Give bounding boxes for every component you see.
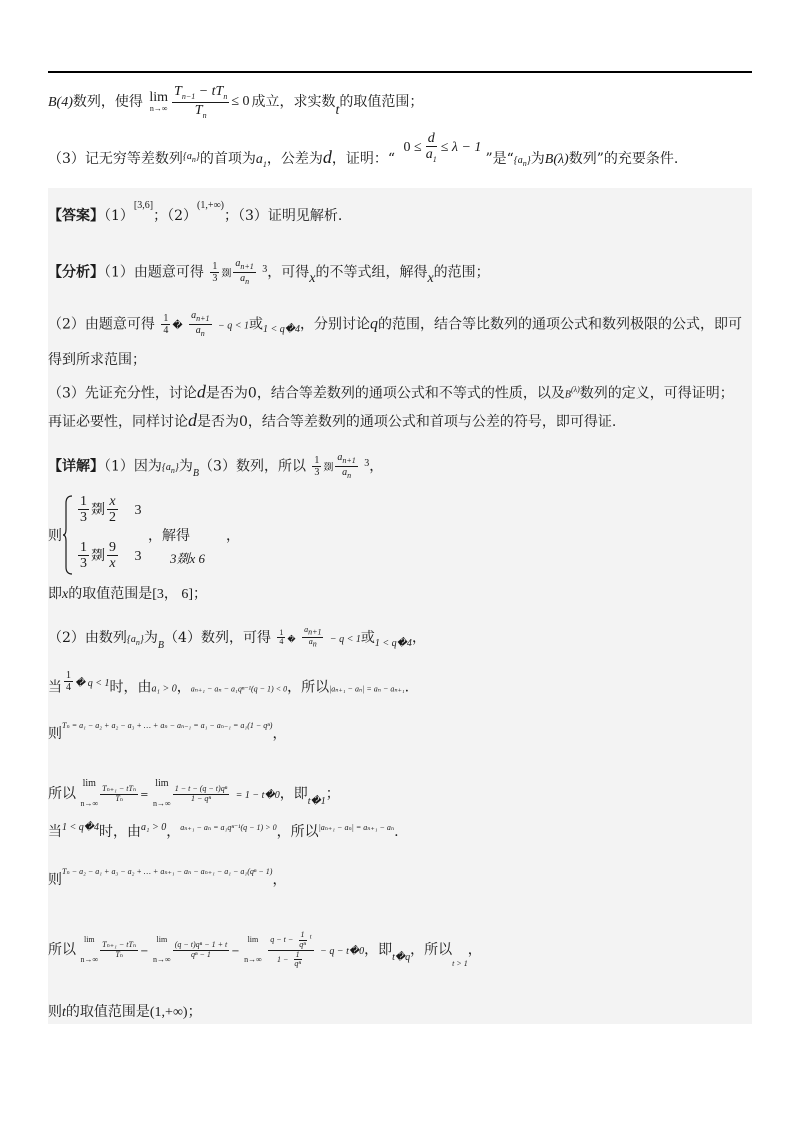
text: 的取值范围； bbox=[339, 94, 424, 111]
an-close: } bbox=[526, 154, 531, 166]
text: ；（3）证明见解析. bbox=[223, 208, 343, 224]
text: ，所以 bbox=[276, 824, 319, 840]
frac bbox=[210, 261, 219, 284]
glyph: 剟 bbox=[221, 268, 232, 280]
t-var: t bbox=[335, 103, 340, 119]
m: − bbox=[231, 946, 240, 957]
lim: lim bbox=[247, 935, 259, 944]
text: （1）因为 bbox=[104, 458, 162, 475]
ad: a bbox=[240, 272, 246, 284]
text: ， bbox=[166, 824, 181, 840]
an-sub: n bbox=[191, 154, 196, 164]
answer-2: (1,+∞) bbox=[197, 200, 224, 211]
text: ，所以 bbox=[287, 679, 330, 696]
frac bbox=[107, 540, 118, 572]
lims: n→∞ bbox=[153, 799, 171, 808]
text: ，分别讨论 bbox=[299, 316, 370, 333]
text: 时，由 bbox=[99, 824, 142, 840]
case2-line-1 bbox=[48, 822, 752, 844]
ans: n+1 bbox=[308, 627, 322, 637]
x: x bbox=[309, 271, 316, 287]
eq: = bbox=[140, 790, 149, 801]
text: ，证明：“ bbox=[331, 150, 396, 167]
case2-line-2 bbox=[48, 864, 752, 886]
glyph: 剟 bbox=[323, 462, 334, 474]
text: 所以 bbox=[48, 786, 76, 802]
n: 9 bbox=[109, 540, 116, 555]
range: [3， 6] bbox=[152, 587, 194, 602]
analysis-line-5 bbox=[48, 410, 752, 432]
an-sub: n bbox=[522, 158, 527, 168]
solve-label bbox=[148, 525, 240, 545]
td: T bbox=[194, 102, 203, 118]
fn: 1 bbox=[300, 929, 305, 939]
a1-sub: 1 bbox=[262, 159, 267, 169]
text: 得到所求范围； bbox=[48, 352, 146, 368]
tds: n bbox=[202, 110, 207, 120]
an2: } bbox=[174, 462, 179, 474]
text: ； bbox=[187, 1004, 202, 1020]
cl: 0 ≤ bbox=[403, 139, 422, 155]
a1: a bbox=[255, 151, 263, 167]
glyph: � bbox=[287, 634, 296, 644]
m: − bbox=[140, 946, 149, 957]
fd: qⁿ bbox=[299, 939, 306, 949]
b4-label: B(4) bbox=[48, 95, 73, 111]
answer-line bbox=[48, 200, 752, 228]
an-close: } bbox=[195, 150, 200, 162]
fn: 1 bbox=[295, 949, 300, 959]
ad: a bbox=[342, 466, 348, 478]
b: B bbox=[192, 468, 200, 480]
lims: n→∞ bbox=[153, 955, 171, 964]
an: a bbox=[191, 310, 197, 321]
text: 的首项为 bbox=[199, 150, 256, 167]
text: ，解得 bbox=[148, 528, 190, 544]
cr: ≤ λ − 1 bbox=[440, 139, 482, 155]
text: ，所以 bbox=[410, 942, 453, 958]
frac bbox=[173, 785, 230, 804]
lim-sub: n→∞ bbox=[149, 104, 168, 114]
text: . bbox=[394, 824, 399, 840]
b: B bbox=[157, 639, 165, 651]
sub2: n bbox=[223, 91, 228, 101]
system-row-1 bbox=[76, 494, 141, 526]
frac bbox=[78, 494, 89, 526]
text: （3）先证充分性，讨论 bbox=[48, 385, 197, 402]
frac bbox=[64, 670, 73, 693]
case1-line-2 bbox=[48, 718, 752, 740]
limit-expression bbox=[149, 84, 249, 120]
lims: n→∞ bbox=[244, 955, 262, 964]
text: 则 bbox=[48, 1004, 62, 1020]
b-lambda: B(λ) bbox=[544, 151, 569, 167]
fn: 1 bbox=[80, 540, 87, 555]
text: ， bbox=[467, 942, 482, 958]
text: （4）数列，可得 bbox=[164, 629, 271, 646]
text: ， bbox=[226, 528, 240, 544]
detail-line-1 bbox=[48, 452, 752, 481]
fd: 4 bbox=[163, 324, 169, 336]
d: d bbox=[196, 381, 206, 402]
text: 数列”的充要条件. bbox=[568, 150, 679, 167]
condition-expression bbox=[404, 131, 482, 165]
an: a bbox=[235, 258, 241, 269]
text: 是否为0，结合等差数列的通项公式和首项与公差的符号，即可得证. bbox=[197, 414, 617, 430]
an: {a bbox=[513, 154, 523, 166]
glyph: � bbox=[172, 320, 183, 332]
frac bbox=[100, 941, 138, 960]
header-rule bbox=[48, 71, 752, 73]
expr: aₙ₊₁ − aₙ = a₁qⁿ⁻¹(q − 1) > 0 bbox=[180, 823, 277, 832]
fd: 4 bbox=[66, 682, 71, 693]
text: 的范围，结合等比数列的通项公式和数列极限的公式，即可 bbox=[377, 316, 742, 333]
fd: qⁿ − 1 bbox=[191, 949, 211, 959]
an: a bbox=[337, 452, 343, 463]
lim: lim bbox=[82, 778, 96, 789]
system-row-2 bbox=[76, 540, 141, 572]
text: 的不等式组，解得 bbox=[315, 264, 428, 281]
glyph: 剟 bbox=[91, 501, 105, 518]
analysis-line-3 bbox=[48, 350, 752, 370]
a: 1 − bbox=[276, 954, 289, 964]
expr: aₙ₊₁ − aₙ − a₁qⁿ⁻¹(q − 1) < 0 bbox=[190, 684, 288, 694]
text: ；（2） bbox=[153, 208, 198, 224]
ads: n bbox=[312, 639, 317, 649]
text: 为 bbox=[178, 458, 193, 475]
frac bbox=[161, 313, 170, 336]
text: ，可得 bbox=[267, 264, 310, 281]
system-solution: 3剟x 6 bbox=[170, 551, 206, 566]
a: q − t − bbox=[270, 935, 294, 945]
a1: a₁ > 0 bbox=[151, 683, 177, 695]
detail-range-line bbox=[48, 584, 752, 605]
fd: 3 bbox=[314, 466, 320, 478]
text: 即 bbox=[48, 586, 62, 602]
text: ； bbox=[325, 786, 340, 802]
frac bbox=[78, 540, 89, 572]
text: （2）由数列 bbox=[48, 629, 127, 646]
frac bbox=[107, 494, 118, 526]
frac bbox=[268, 931, 313, 969]
text: 数列的定义，可得证明； bbox=[579, 385, 734, 402]
left-brace bbox=[62, 495, 74, 575]
text: ， bbox=[411, 629, 426, 646]
ad: a bbox=[308, 637, 313, 647]
an2: } bbox=[139, 633, 144, 645]
text: ； bbox=[193, 586, 208, 602]
text: 数列，使得 bbox=[72, 94, 143, 111]
frac bbox=[302, 626, 323, 650]
text: （3）数列，所以 bbox=[199, 458, 306, 475]
text: 的取值范围是 bbox=[65, 1004, 150, 1020]
text: 是否为0，结合等差数列的通项公式和不等式的性质，以及 bbox=[205, 385, 565, 402]
lim: lim bbox=[149, 90, 169, 105]
three: 3 bbox=[134, 502, 142, 518]
range: 1 < q�4 bbox=[374, 637, 412, 649]
ads: n bbox=[347, 470, 352, 480]
t: t bbox=[62, 1005, 66, 1020]
text: 成立，求实数 bbox=[251, 94, 336, 111]
cds: 1 bbox=[432, 155, 437, 165]
ads: n bbox=[245, 276, 250, 286]
lims: n→∞ bbox=[80, 799, 99, 808]
ans: n+1 bbox=[196, 314, 210, 323]
text: . bbox=[404, 679, 410, 696]
lim: lim bbox=[156, 935, 168, 944]
text: 的范围； bbox=[433, 264, 490, 281]
res: − q − t�0 bbox=[320, 946, 365, 957]
fd: 3 bbox=[212, 272, 218, 284]
d: d bbox=[188, 410, 197, 430]
detail-label: 【详解】 bbox=[48, 458, 104, 475]
mid: − q < 1 bbox=[329, 633, 361, 645]
fraction bbox=[172, 84, 229, 120]
q: � q < 1 bbox=[75, 677, 110, 689]
an: {a bbox=[126, 633, 136, 645]
answer-1: [3,6] bbox=[133, 200, 154, 211]
final-range: (1,+∞) bbox=[149, 1005, 188, 1020]
tn: Tₙ = a₁ − a₂ + a₂ − a₃ + … + aₙ − aₙ₋₁ = a₁ − aₙ₋₁ = a₁(1 − qⁿ) bbox=[62, 721, 273, 730]
fn: 1 bbox=[66, 670, 71, 681]
range: 1 < q�4 bbox=[62, 822, 100, 833]
abs: |aₙ₊₁ − aₙ| = aₙ₊₁ − aₙ bbox=[318, 823, 395, 832]
fn: 1 bbox=[314, 454, 320, 466]
question-part-3 bbox=[48, 131, 752, 177]
abs: |aₙ₊₁ − aₙ| = aₙ − aₙ₊₁ bbox=[329, 684, 405, 694]
fn: 1 − t − (q − t)qⁿ bbox=[174, 783, 228, 793]
fn: 1 bbox=[279, 627, 284, 637]
text: 再证必要性，同样讨论 bbox=[48, 414, 188, 430]
ans: n+1 bbox=[342, 456, 356, 465]
frac bbox=[312, 455, 321, 478]
mid: − q < 1 bbox=[217, 320, 249, 332]
text: ”是“ bbox=[485, 150, 514, 167]
analysis-line-1 bbox=[48, 258, 752, 287]
text: ， bbox=[272, 872, 287, 888]
xn: x bbox=[109, 494, 116, 509]
x: x bbox=[62, 587, 69, 602]
t1: t > 1 bbox=[452, 959, 468, 968]
text: 时，由 bbox=[109, 679, 152, 696]
text: 当 bbox=[48, 824, 62, 840]
frac bbox=[277, 629, 285, 648]
text: 则 bbox=[48, 528, 62, 544]
ans: n bbox=[170, 466, 175, 476]
three: 3 bbox=[364, 458, 370, 470]
question-line-1 bbox=[48, 84, 752, 120]
t: T bbox=[174, 84, 182, 99]
frac bbox=[189, 310, 211, 339]
fd: 1 − qⁿ bbox=[191, 793, 211, 803]
text: 的取值范围是 bbox=[68, 586, 153, 602]
an: a bbox=[304, 625, 309, 634]
t2: − tT bbox=[195, 84, 224, 99]
lim: lim bbox=[83, 935, 95, 944]
d: x bbox=[109, 556, 116, 572]
text: ， bbox=[272, 726, 287, 742]
res: = 1 − t�0 bbox=[235, 790, 280, 801]
three: 3 bbox=[134, 548, 142, 564]
fn: 1 bbox=[80, 494, 87, 509]
d-var: d bbox=[322, 146, 332, 167]
analysis-label: 【分析】 bbox=[48, 264, 104, 281]
frac bbox=[233, 258, 255, 287]
text: 或 bbox=[248, 316, 263, 333]
tq: t�q bbox=[392, 952, 411, 963]
sub: n−1 bbox=[181, 91, 196, 101]
q: q bbox=[369, 315, 378, 333]
a1: a₁ > 0 bbox=[141, 822, 167, 833]
t: t�1 bbox=[307, 796, 326, 807]
three: 3 bbox=[262, 264, 268, 276]
an: {a bbox=[161, 462, 171, 474]
fd: 3 bbox=[80, 510, 87, 526]
text: ，公差为 bbox=[266, 150, 323, 167]
fn: (q − t)qⁿ − 1 + t bbox=[174, 939, 228, 949]
detail-line-2 bbox=[48, 626, 752, 653]
text: 为 bbox=[530, 150, 545, 167]
x: x bbox=[427, 271, 434, 287]
final-line bbox=[48, 1002, 752, 1023]
lim: lim bbox=[155, 778, 169, 789]
text: （1） bbox=[104, 208, 134, 224]
range: 1 < q�4 bbox=[262, 324, 300, 336]
glyph: 剟 bbox=[91, 547, 105, 564]
cd: a bbox=[425, 147, 433, 163]
text: 或 bbox=[360, 629, 375, 646]
fn: 1 bbox=[212, 260, 218, 272]
text: ，即 bbox=[364, 942, 393, 958]
fn: 1 bbox=[163, 312, 169, 324]
frac bbox=[335, 452, 357, 481]
ad: a bbox=[195, 324, 201, 336]
text: （2）由题意可得 bbox=[48, 316, 155, 333]
text: ， bbox=[176, 679, 191, 696]
case1-line-1 bbox=[48, 670, 752, 700]
lims: n→∞ bbox=[80, 955, 99, 964]
answer-label: 【答案】 bbox=[48, 208, 104, 224]
b: B bbox=[564, 389, 571, 401]
text: 当 bbox=[48, 679, 62, 696]
text: ， bbox=[369, 458, 384, 475]
fd: 3 bbox=[80, 556, 87, 572]
text: 所以 bbox=[48, 942, 76, 958]
le: ≤ 0 bbox=[231, 94, 250, 110]
case2-line-3 bbox=[48, 930, 752, 970]
fd: Tₙ bbox=[115, 949, 124, 959]
cn: d bbox=[427, 131, 435, 146]
an: {a bbox=[182, 150, 192, 162]
lam: (λ) bbox=[570, 385, 580, 394]
text: 则 bbox=[48, 726, 62, 742]
text: 为 bbox=[143, 629, 158, 646]
frac bbox=[100, 785, 138, 804]
fn: Tₙ₊₁ − tTₙ bbox=[102, 939, 137, 949]
ans: n bbox=[135, 637, 140, 647]
frac bbox=[173, 941, 230, 960]
fd: Tₙ bbox=[115, 793, 124, 803]
fd: 4 bbox=[279, 637, 284, 647]
ads: n bbox=[200, 328, 205, 338]
xd: 2 bbox=[109, 510, 116, 526]
text: （1）由题意可得 bbox=[104, 264, 204, 281]
fn: Tₙ₊₁ − tTₙ bbox=[102, 783, 137, 793]
text: 则 bbox=[48, 872, 62, 888]
fd: qⁿ bbox=[294, 959, 301, 969]
tn: Tₙ − a₂ − a₁ + a₃ − a₂ + … + aₙ₊₁ − aₙ − aₙ₊₁ − a₁ − a₁(qⁿ − 1) bbox=[62, 867, 273, 876]
ans: n+1 bbox=[240, 262, 254, 271]
case1-line-3 bbox=[48, 774, 752, 814]
text: （3）记无穷等差数列 bbox=[48, 150, 183, 167]
text: ，即 bbox=[279, 786, 308, 802]
analysis-line-4 bbox=[48, 380, 752, 406]
analysis-line-2 bbox=[48, 310, 752, 339]
then-label bbox=[48, 525, 62, 545]
t: t bbox=[309, 933, 312, 941]
